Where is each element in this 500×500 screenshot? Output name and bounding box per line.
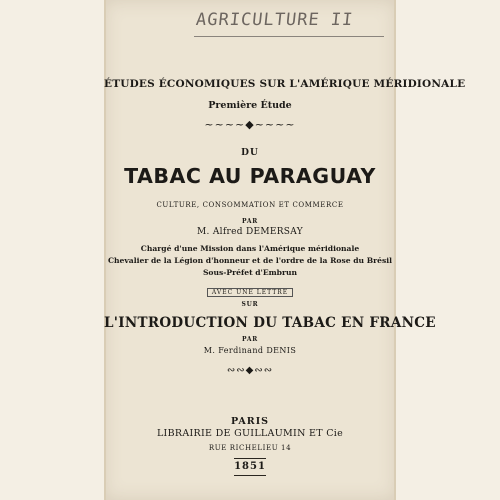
handwritten-note: AGRICULTURE II [194, 10, 355, 30]
main-title: TABAC AU PARAGUAY [124, 164, 376, 188]
du-label: DU [241, 148, 259, 158]
credential-line: Chargé d'une Mission dans l'Amérique méridionale [140, 244, 360, 253]
ornament-top: ~~~~◆~~~~ [204, 118, 296, 131]
letter-author: M. Ferdinand DENIS [203, 346, 297, 355]
avec-label [104, 289, 396, 296]
study-number: Première Étude [208, 100, 292, 111]
sur-label: SUR [241, 301, 259, 308]
subtitle: CULTURE, CONSOMMATION ET COMMERCE [156, 201, 344, 209]
publication-year: 1851 [234, 461, 266, 472]
publisher-address: RUE RICHELIEU 14 [208, 444, 292, 452]
year-rule-top [234, 458, 266, 459]
publisher: LIBRAIRIE DE GUILLAUMIN ET Cie [156, 428, 344, 439]
avec-label-text: AVEC UNE LETTRE [207, 288, 293, 297]
secondary-title: L'INTRODUCTION DU TABAC EN FRANCE [104, 315, 436, 331]
publication-city: PARIS [230, 416, 270, 427]
ornament-bottom: ∾∾◆∾∾ [226, 365, 274, 376]
par-label-2: PAR [241, 336, 259, 343]
par-label: PAR [241, 218, 259, 225]
credential-line: Sous-Préfet d'Embrun [202, 268, 298, 277]
year-rule-bottom [234, 475, 266, 476]
series-title: ÉTUDES ÉCONOMIQUES SUR L'AMÉRIQUE MÉRIDIONALE [104, 78, 466, 90]
credential-line: Chevalier de la Légion d'honneur et de l'ordre de la Rose du Brésil [107, 256, 393, 265]
handwritten-underline [194, 36, 384, 37]
author: M. Alfred DEMERSAY [197, 227, 303, 237]
